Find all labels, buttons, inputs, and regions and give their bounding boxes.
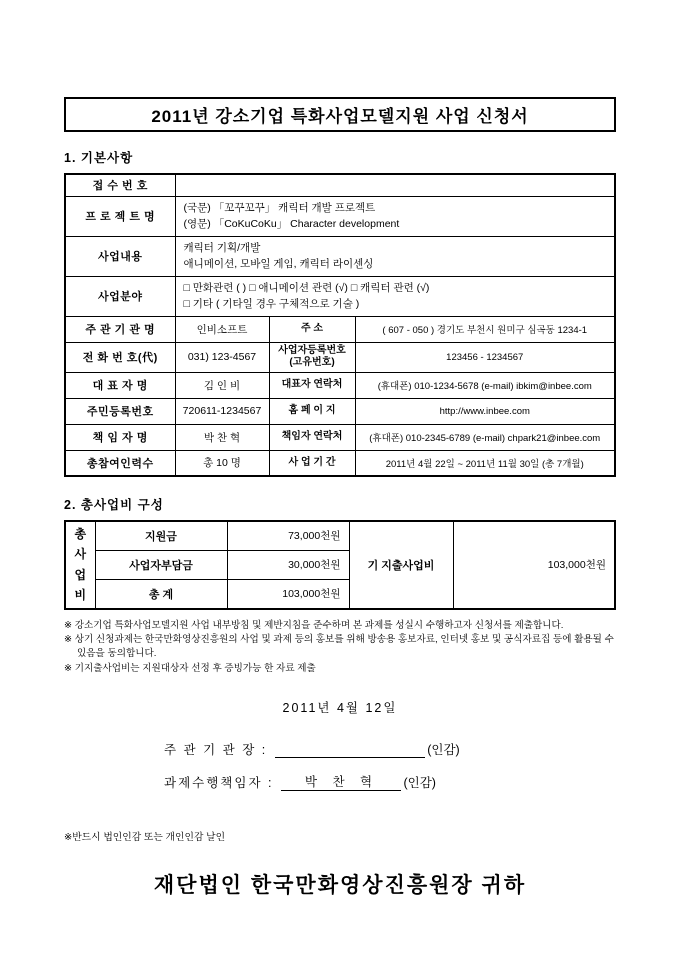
total-cost-table xyxy=(64,520,616,610)
note-spent-cost-evidence: ※ 기지출사업비는 지원대상자 선정 후 증빙가능 한 자료 제출 xyxy=(64,662,316,674)
project-manager-seal-text: (인감) xyxy=(403,776,436,791)
total-sum-label: 총 계 xyxy=(95,579,227,608)
total-cost-side-label-cell xyxy=(65,521,95,609)
application-form-page xyxy=(64,0,616,899)
business-field-checkboxes-line1: □ 만화관련 ( ) □ 애니메이션 관련 (√) □ 캐릭터 관련 (√) xyxy=(183,281,430,294)
ceo-name-value: 김 인 비 xyxy=(175,372,269,398)
manager-contact-label: 책임자 연락처 xyxy=(269,424,355,450)
project-name-korean: (국문) 「꼬꾸꼬꾸」 캐릭터 개발 프로젝트 xyxy=(183,201,376,214)
project-period-value: 2011년 4월 22일 ~ 2011년 11월 30일 (총 7개월) xyxy=(355,450,615,476)
business-content-line1: 캐릭터 기획/개발 xyxy=(183,241,261,254)
section2-heading: 2. 총사업비 구성 xyxy=(64,498,164,512)
project-manager-signature-label: 과제수행책임자 : xyxy=(164,776,274,791)
self-funding-label: 사업자부담금 xyxy=(95,550,227,579)
business-content-label: 사업내용 xyxy=(65,236,175,276)
phone-value: 031) 123-4567 xyxy=(175,342,269,372)
submission-date: 2011년 4월 12일 xyxy=(282,701,398,716)
receipt-number-value xyxy=(175,174,615,196)
org-head-signature-label: 주 관 기 관 장 : xyxy=(164,743,268,758)
notes-block xyxy=(64,619,616,677)
business-reg-number-label: 사업자등록번호 (고유번호) xyxy=(269,342,355,372)
basic-info-table xyxy=(64,173,616,477)
project-name-english: (영문) 「CoKuCoKu」 Character development xyxy=(183,218,400,230)
spent-cost-label: 기 지출사업비 xyxy=(349,521,453,609)
recipient-line: 재단법인 한국만화영상진흥원장 귀하 xyxy=(153,874,527,898)
ceo-name-label: 대 표 자 명 xyxy=(65,372,175,398)
grant-label: 지원금 xyxy=(95,521,227,550)
form-title-box xyxy=(64,97,616,132)
phone-label: 전 화 번 호(代) xyxy=(65,342,175,372)
org-head-signature-line xyxy=(275,743,425,758)
seal-requirement-note: ※반드시 법인인감 또는 개인인감 날인 xyxy=(64,832,226,844)
manager-name-label: 책 임 자 명 xyxy=(65,424,175,450)
business-field-label: 사업분야 xyxy=(65,276,175,316)
ceo-contact-value: (휴대폰) 010-1234-5678 (e-mail) ibkim@inbee.com xyxy=(355,372,615,398)
business-field-value xyxy=(175,276,615,316)
project-name-value xyxy=(175,196,615,236)
business-reg-number-value: 123456 - 1234567 xyxy=(355,342,615,372)
homepage-label: 홈 페 이 지 xyxy=(269,398,355,424)
business-field-checkboxes-line2: □ 기타 ( 기타일 경우 구체적으로 기술 ) xyxy=(183,298,360,310)
address-value: ( 607 - 050 ) 경기도 부천시 원미구 심곡동 1234-1 xyxy=(355,316,615,342)
total-cost-side-label: 총사업비 xyxy=(74,527,87,603)
project-name-label: 프 로 젝 트 명 xyxy=(65,196,175,236)
project-manager-signature-row xyxy=(164,772,616,791)
homepage-value: http://www.inbee.com xyxy=(355,398,615,424)
business-content-value xyxy=(175,236,615,276)
manager-name-value: 박 찬 혁 xyxy=(175,424,269,450)
org-head-signature-row xyxy=(164,740,616,758)
manager-contact-value: (휴대폰) 010-2345-6789 (e-mail) chpark21@inbee.com xyxy=(355,424,615,450)
receipt-number-label: 접 수 번 호 xyxy=(65,174,175,196)
project-period-label: 사 업 기 간 xyxy=(269,450,355,476)
resident-number-label: 주민등록번호 xyxy=(65,398,175,424)
section1-heading: 1. 기본사항 xyxy=(64,151,134,165)
spent-cost-value: 103,000천원 xyxy=(453,521,615,609)
self-funding-value: 30,000천원 xyxy=(227,550,349,579)
form-title: 2011년 강소기업 특화사업모델지원 사업 신청서 xyxy=(151,107,529,126)
org-name-value: 인비소프트 xyxy=(175,316,269,342)
total-staff-value: 총 10 명 xyxy=(175,450,269,476)
grant-value: 73,000천원 xyxy=(227,521,349,550)
address-label: 주 소 xyxy=(269,316,355,342)
ceo-contact-label: 대표자 연락처 xyxy=(269,372,355,398)
resident-number-value: 720611-1234567 xyxy=(175,398,269,424)
total-staff-label: 총참여인력수 xyxy=(65,450,175,476)
project-manager-signature-line: 박 찬 혁 xyxy=(281,772,401,791)
org-head-seal-text: (인감) xyxy=(427,743,460,758)
note-publicity-consent: ※ 상기 신청과제는 한국만화영상진흥원의 사업 및 과제 등의 홍보를 위해 방송용 홍보자료, 인터넷 홍보 및 공식자료집 등에 활용될 수 있음을 동의합니다. xyxy=(64,633,614,660)
note-compliance: ※ 강소기업 특화사업모델지원 사업 내부방침 및 제반지침을 준수하며 본 과제를 성실시 수행하고자 신청서를 제출합니다. xyxy=(64,619,564,631)
total-sum-value: 103,000천원 xyxy=(227,579,349,608)
business-content-line2: 애니메이션, 모바일 게임, 캐릭터 라이센싱 xyxy=(183,258,374,270)
signature-block xyxy=(64,740,616,791)
org-name-label: 주 관 기 관 명 xyxy=(65,316,175,342)
